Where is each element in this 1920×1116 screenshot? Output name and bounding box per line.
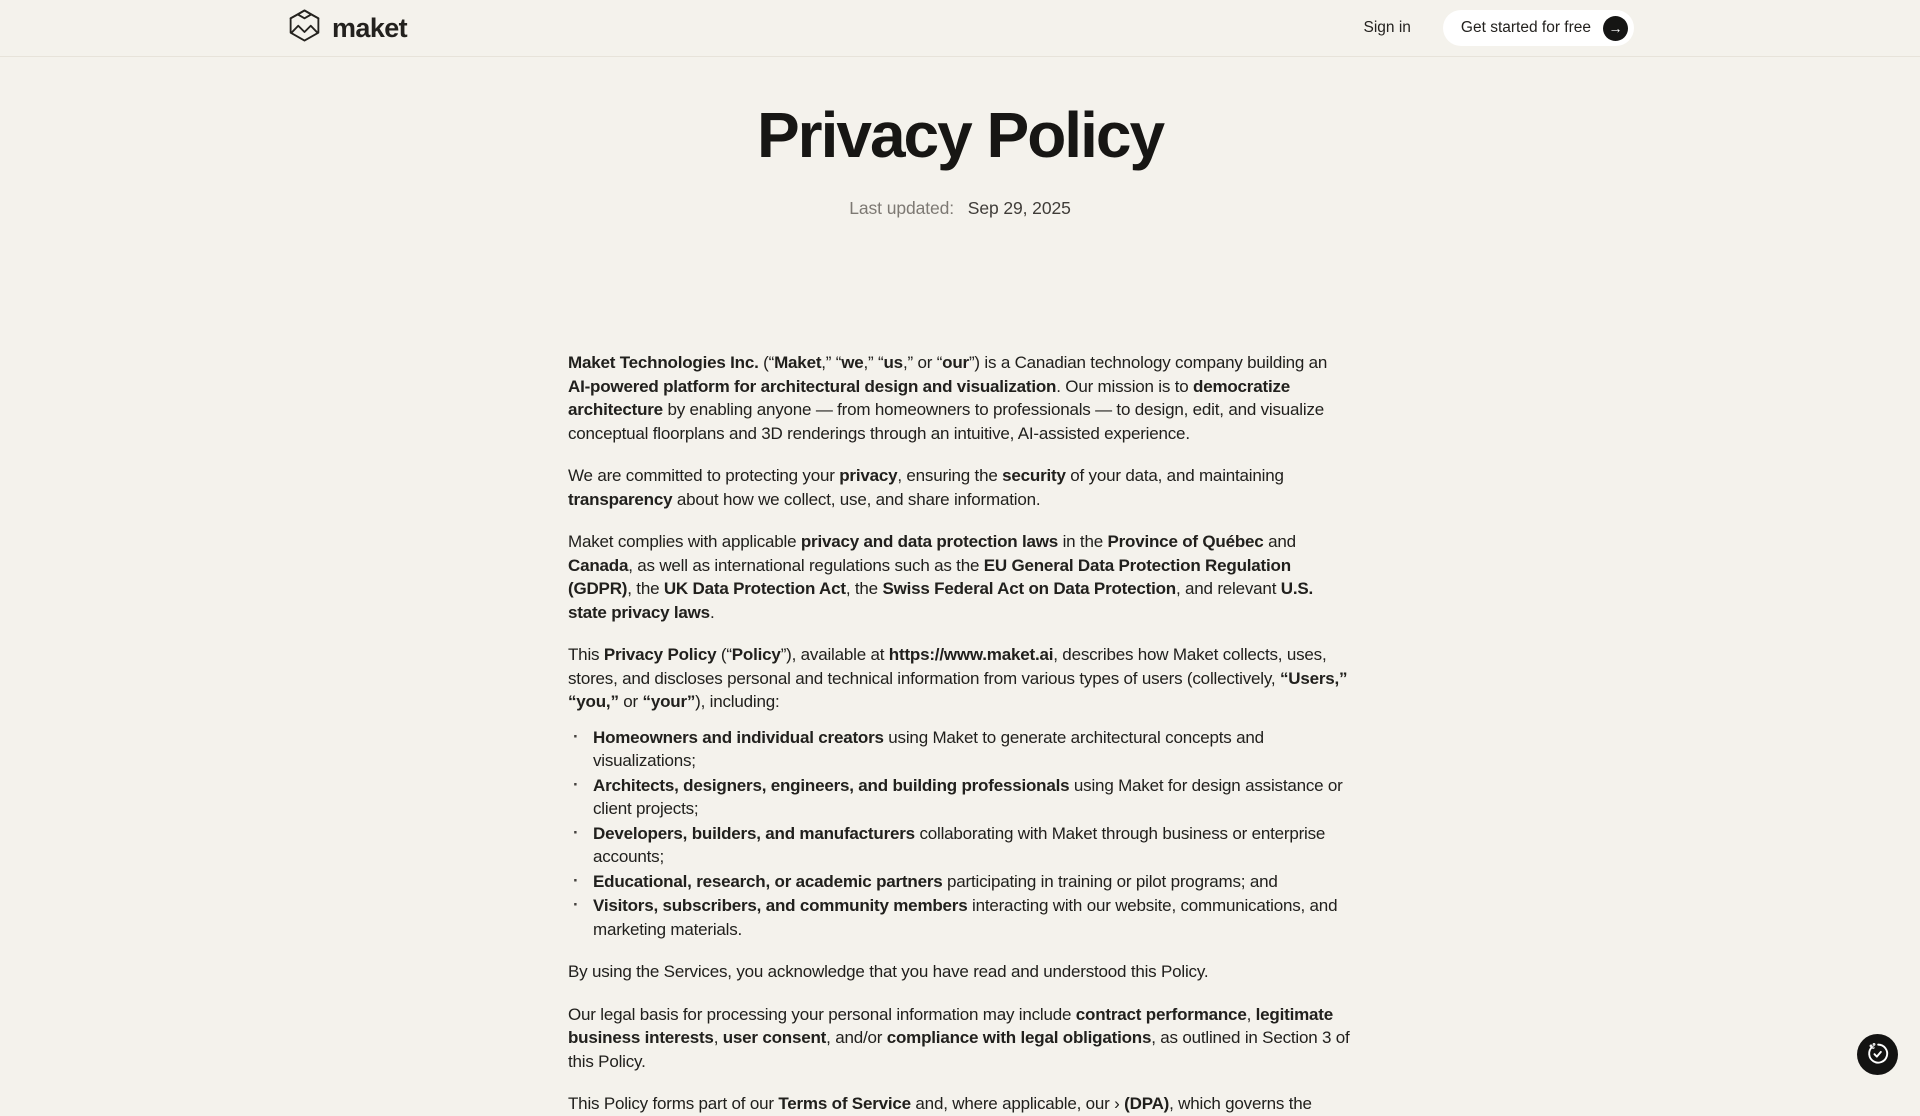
body-text: ,” or “ xyxy=(902,353,943,373)
emphasis-text: (DPA) xyxy=(1124,1094,1170,1114)
emphasis-text: Architects, designers, engineers, and building professionals xyxy=(593,775,1070,795)
list-item xyxy=(568,894,1352,941)
body-text: . xyxy=(709,602,715,622)
body-text: , the xyxy=(845,579,883,599)
body-text: ”) is a Canadian technology company building an xyxy=(968,353,1328,373)
body-text: ”), available at xyxy=(780,645,889,665)
emphasis-text: Maket xyxy=(774,353,822,373)
body-text: , the xyxy=(627,579,664,599)
arrow-glyph: → xyxy=(1608,20,1623,36)
emphasis-text: EU General Data Protection Regulation (GDPR) xyxy=(568,555,1291,599)
body-text: . Our mission is to xyxy=(1056,376,1194,396)
emphasis-text: our xyxy=(942,353,969,373)
emphasis-text: Visitors, subscribers, and community members xyxy=(593,896,968,916)
emphasis-text: AI-powered platform for architectural design and visualization xyxy=(568,376,1057,396)
body-text: ,” “ xyxy=(821,353,842,373)
emphasis-text: U.S. state privacy laws xyxy=(568,579,1314,622)
intro-paragraphs xyxy=(568,351,1352,714)
get-started-button[interactable] xyxy=(1443,10,1634,46)
emphasis-text: legitimate business interests xyxy=(568,1004,1333,1048)
cookie-check-icon xyxy=(1864,1040,1891,1070)
list-item xyxy=(568,726,1352,773)
emphasis-text: us xyxy=(883,353,903,373)
emphasis-text: transparency xyxy=(568,489,673,509)
body-text: Maket complies with applicable xyxy=(568,532,801,552)
body-text: This Policy forms part of our xyxy=(568,1094,779,1114)
emphasis-text: Terms of Service xyxy=(778,1094,911,1114)
site-header xyxy=(0,0,1920,57)
cta-label: Get started for free xyxy=(1460,19,1591,36)
emphasis-text: compliance with legal obligations xyxy=(886,1028,1152,1048)
body-text: of your data, and maintaining xyxy=(1065,466,1284,486)
body-text: By using the Services, you acknowledge that you have read and understood this Policy. xyxy=(568,962,1209,982)
body-text: by enabling anyone — from homeowners to professionals — to design, edit, and visualize conceptual floorplans and 3D renderings through an intuitive, AI-assisted experience. xyxy=(568,400,1325,443)
header-inner xyxy=(286,7,1634,49)
emphasis-text: Developers, builders, and manufacturers xyxy=(593,823,915,843)
body-text: in the xyxy=(1058,532,1108,552)
emphasis-text: “Users,” xyxy=(1279,668,1348,688)
policy-body xyxy=(568,351,1352,1116)
body-text: , and/or xyxy=(826,1028,887,1048)
paragraph xyxy=(568,464,1352,511)
list-item xyxy=(568,774,1352,821)
body-text: (“ xyxy=(716,645,732,665)
paragraph xyxy=(568,960,1352,984)
closing-paragraphs xyxy=(568,960,1352,1116)
emphasis-text: Homeowners and individual creators xyxy=(593,727,884,747)
emphasis-text: “your” xyxy=(642,692,696,712)
emphasis-text: democratize architecture xyxy=(568,376,1291,420)
body-text: , as outlined in Section 3 of this Policy. xyxy=(568,1028,1350,1071)
body-text: and xyxy=(1263,532,1296,552)
emphasis-text: UK Data Protection Act xyxy=(663,579,846,599)
emphasis-text: contract performance xyxy=(1075,1004,1247,1024)
body-text: ,” “ xyxy=(863,353,884,373)
emphasis-text: Swiss Federal Act on Data Protection xyxy=(882,579,1176,599)
body-text: , as well as international regulations such as the xyxy=(628,555,984,575)
body-text: about how we collect, use, and share information. xyxy=(672,489,1041,509)
main-area xyxy=(0,101,1920,1116)
body-text: using Maket for design assistance or client projects; xyxy=(593,775,1343,819)
body-text: participating in training or pilot programs; and xyxy=(942,871,1278,891)
body-text: ), including: xyxy=(695,692,780,712)
last-updated-label: Last updated: xyxy=(849,198,955,219)
emphasis-text: user consent xyxy=(722,1028,827,1048)
header-nav xyxy=(1364,10,1635,46)
box-logo-icon xyxy=(286,7,323,49)
emphasis-text: we xyxy=(841,353,864,373)
paragraph xyxy=(568,643,1352,714)
user-types-list xyxy=(568,726,1352,942)
emphasis-text: Educational, research, or academic partners xyxy=(593,871,943,891)
last-updated-value: Sep 29, 2025 xyxy=(967,198,1071,219)
list-item xyxy=(568,822,1352,869)
last-updated xyxy=(0,198,1920,219)
body-text: or xyxy=(618,692,643,712)
emphasis-text: Province of Québec xyxy=(1107,532,1264,552)
paragraph xyxy=(568,1003,1352,1074)
body-text: , which governs the xyxy=(1169,1094,1312,1114)
emphasis-text: Policy xyxy=(731,645,781,665)
body-text: This xyxy=(568,645,604,665)
maket-logo[interactable] xyxy=(286,7,407,49)
body-text: , xyxy=(713,1028,723,1048)
list-item xyxy=(568,870,1352,894)
body-text: , ensuring the xyxy=(897,466,1003,486)
emphasis-text: privacy xyxy=(839,466,898,486)
emphasis-text: Canada xyxy=(568,555,629,575)
cookie-consent-button[interactable] xyxy=(1857,1034,1898,1075)
emphasis-text: “you,” xyxy=(568,692,619,712)
body-text: collaborating with Maket through business or enterprise accounts; xyxy=(593,823,1326,867)
body-text: interacting with our website, communications, and marketing materials. xyxy=(593,896,1338,939)
body-text: using Maket to generate architectural concepts and visualizations; xyxy=(593,727,1264,771)
sign-in-link[interactable]: Sign in xyxy=(1363,19,1411,36)
body-text: , and relevant xyxy=(1176,579,1281,599)
paragraph xyxy=(568,530,1352,624)
emphasis-text: Maket Technologies Inc. xyxy=(568,353,759,373)
body-text: We are committed to protecting your xyxy=(568,466,840,486)
paragraph xyxy=(568,351,1352,445)
body-text: and, where applicable, our › xyxy=(910,1094,1125,1114)
body-text: , xyxy=(1246,1004,1256,1024)
body-text: Our legal basis for processing your personal information may include xyxy=(568,1004,1076,1024)
body-text: , describes how Maket collects, uses, stores, and discloses personal and technical information from various types of users (collectively, xyxy=(568,645,1327,688)
emphasis-text: https://www.maket.ai xyxy=(888,645,1054,665)
logo-wordmark: maket xyxy=(332,12,408,43)
paragraph xyxy=(568,1092,1352,1116)
emphasis-text: privacy and data protection laws xyxy=(800,532,1059,552)
emphasis-text: Privacy Policy xyxy=(603,645,717,665)
body-text: (“ xyxy=(758,353,775,373)
page-title: Privacy Policy xyxy=(756,99,1164,171)
arrow-right-icon xyxy=(1603,16,1628,41)
emphasis-text: security xyxy=(1002,466,1066,486)
